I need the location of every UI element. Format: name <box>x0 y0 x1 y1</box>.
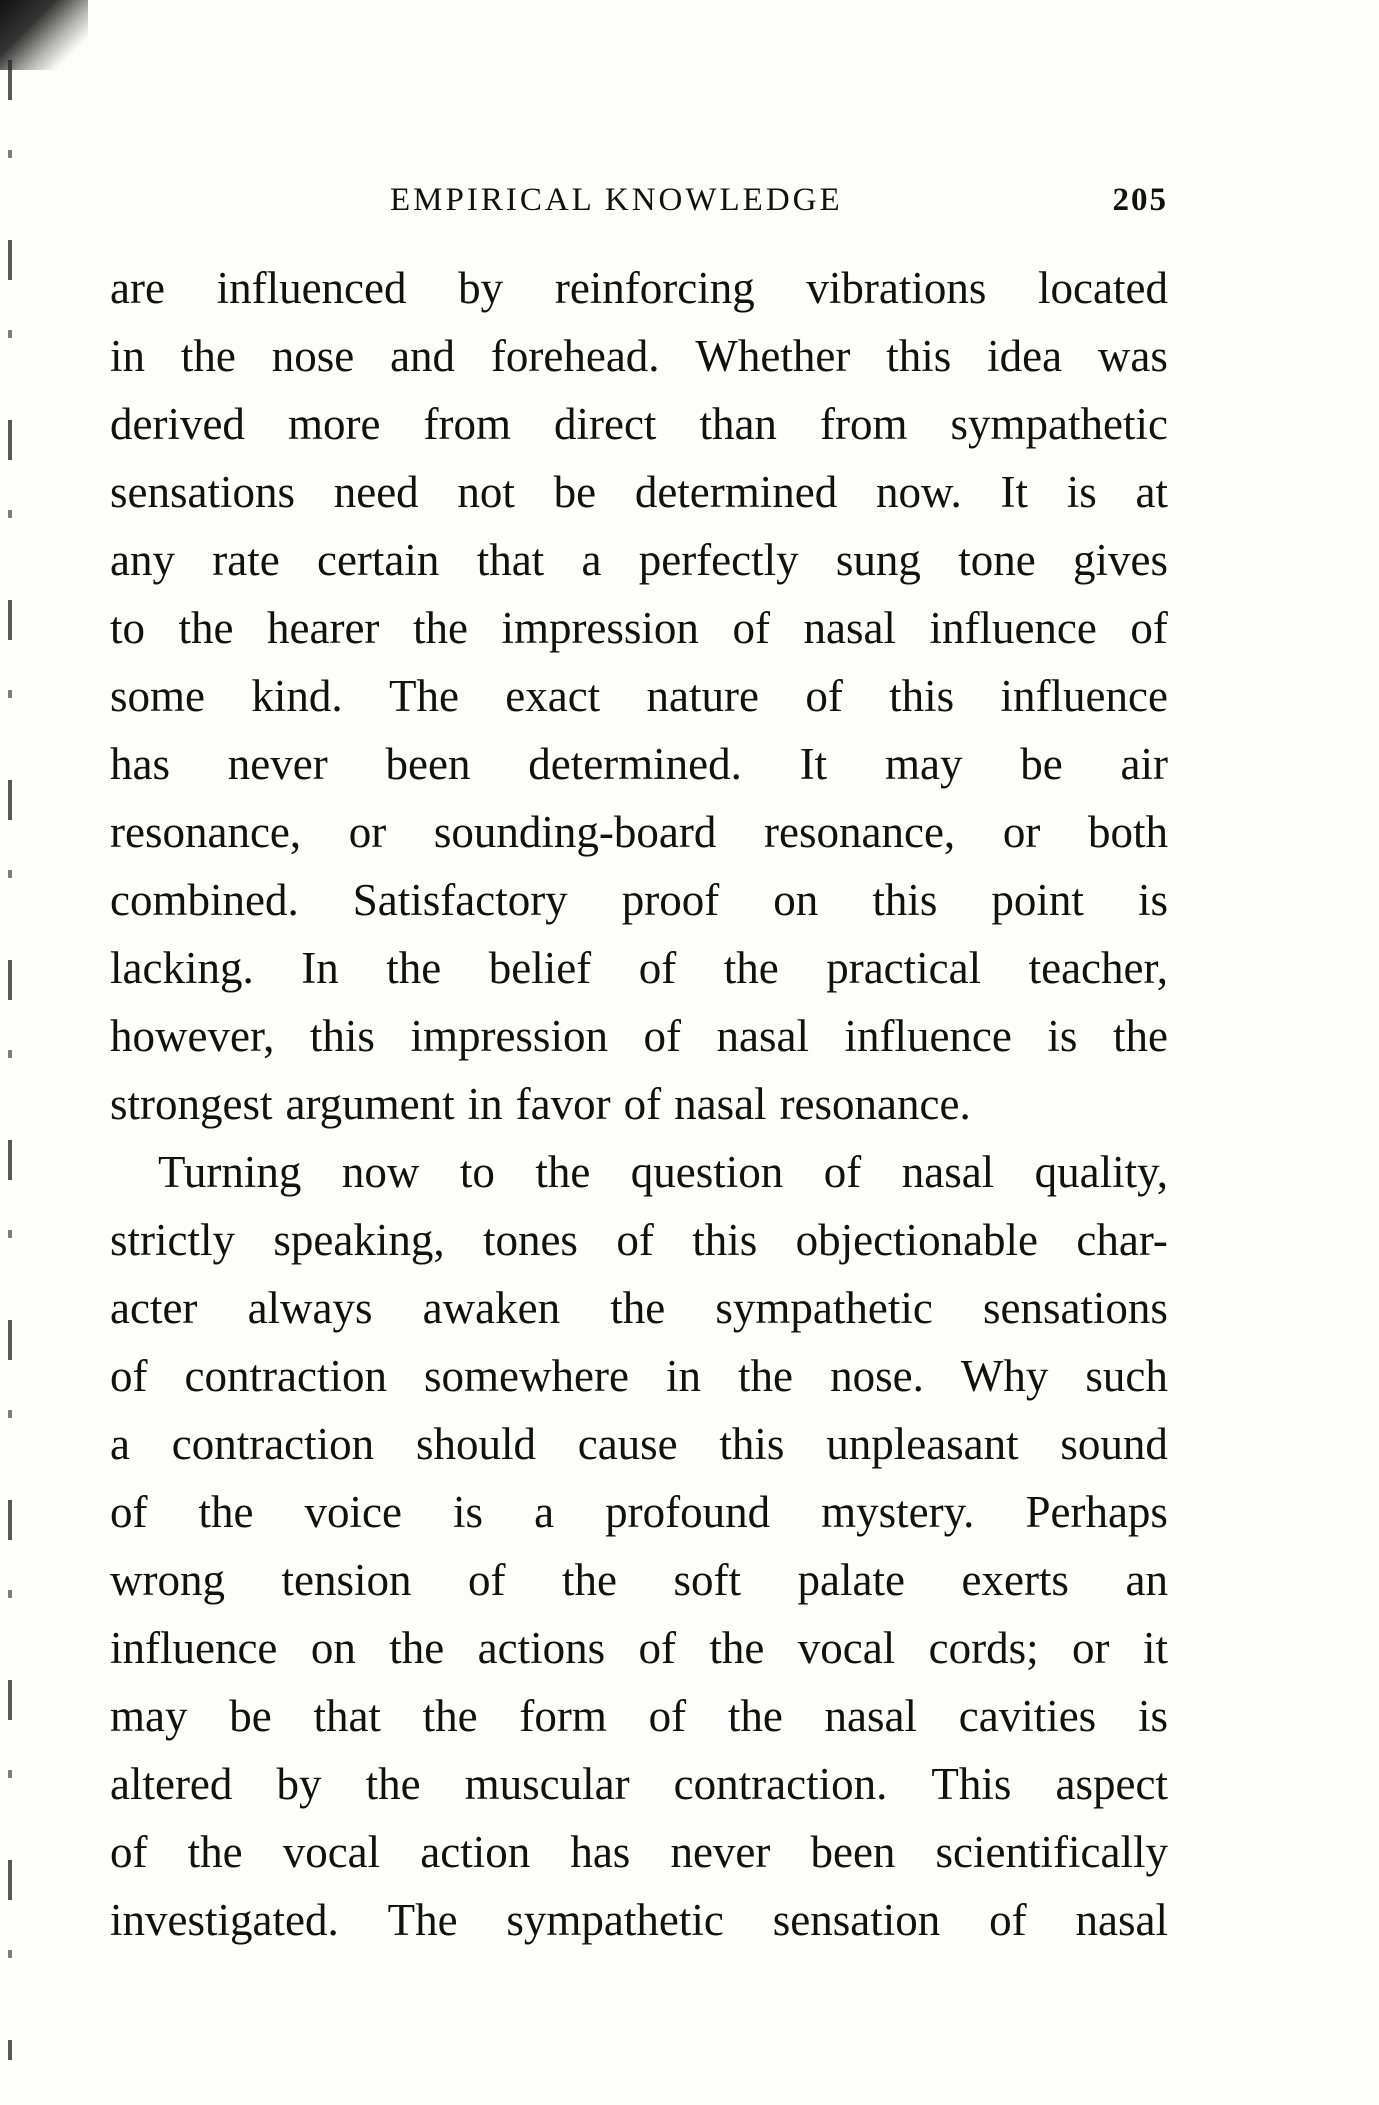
text-line: has never been determined. It may be air <box>110 739 1168 789</box>
text-line: in the nose and forehead. Whether this idea was <box>110 331 1168 381</box>
text-line: strictly speaking, tones of this objectionable char- <box>110 1215 1168 1265</box>
text-line: of the vocal action has never been scientifically <box>110 1827 1168 1877</box>
text-line: are influenced by reinforcing vibrations located <box>110 263 1168 313</box>
body-text <box>110 254 1168 1954</box>
text-line: lacking. In the belief of the practical teacher, <box>110 943 1168 993</box>
text-line: some kind. The exact nature of this influence <box>110 671 1168 721</box>
text-line: resonance, or sounding-board resonance, or both <box>110 807 1168 857</box>
running-title: EMPIRICAL KNOWLEDGE <box>390 182 843 218</box>
text-line: sensations need not be determined now. It is at <box>110 467 1168 517</box>
text-line: acter always awaken the sympathetic sensations <box>110 1283 1168 1333</box>
text-line: influence on the actions of the vocal cords; or it <box>110 1623 1168 1673</box>
text-line: to the hearer the impression of nasal influence of <box>110 603 1168 653</box>
scan-gutter-edge <box>8 60 12 2060</box>
paragraph-first-line: Turning now to the question of nasal quality, <box>158 1147 1168 1197</box>
running-head <box>110 178 1168 222</box>
text-line: derived more from direct than from sympathetic <box>110 399 1168 449</box>
text-line: investigated. The sympathetic sensation of nasal <box>110 1895 1168 1945</box>
text-line: altered by the muscular contraction. This aspect <box>110 1759 1168 1809</box>
page-number: 205 <box>1112 182 1168 218</box>
text-line: of the voice is a profound mystery. Perhaps <box>110 1487 1168 1537</box>
scan-shadow <box>0 0 88 70</box>
text-line: a contraction should cause this unpleasant sound <box>110 1419 1168 1469</box>
text-line: combined. Satisfactory proof on this point is <box>110 875 1168 925</box>
text-line: may be that the form of the nasal cavities is <box>110 1691 1168 1741</box>
text-line: however, this impression of nasal influence is the <box>110 1011 1168 1061</box>
text-line: any rate certain that a perfectly sung tone gives <box>110 535 1168 585</box>
text-line: wrong tension of the soft palate exerts an <box>110 1555 1168 1605</box>
text-line: of contraction somewhere in the nose. Why such <box>110 1351 1168 1401</box>
text-line: strongest argument in favor of nasal resonance. <box>110 1079 971 1129</box>
